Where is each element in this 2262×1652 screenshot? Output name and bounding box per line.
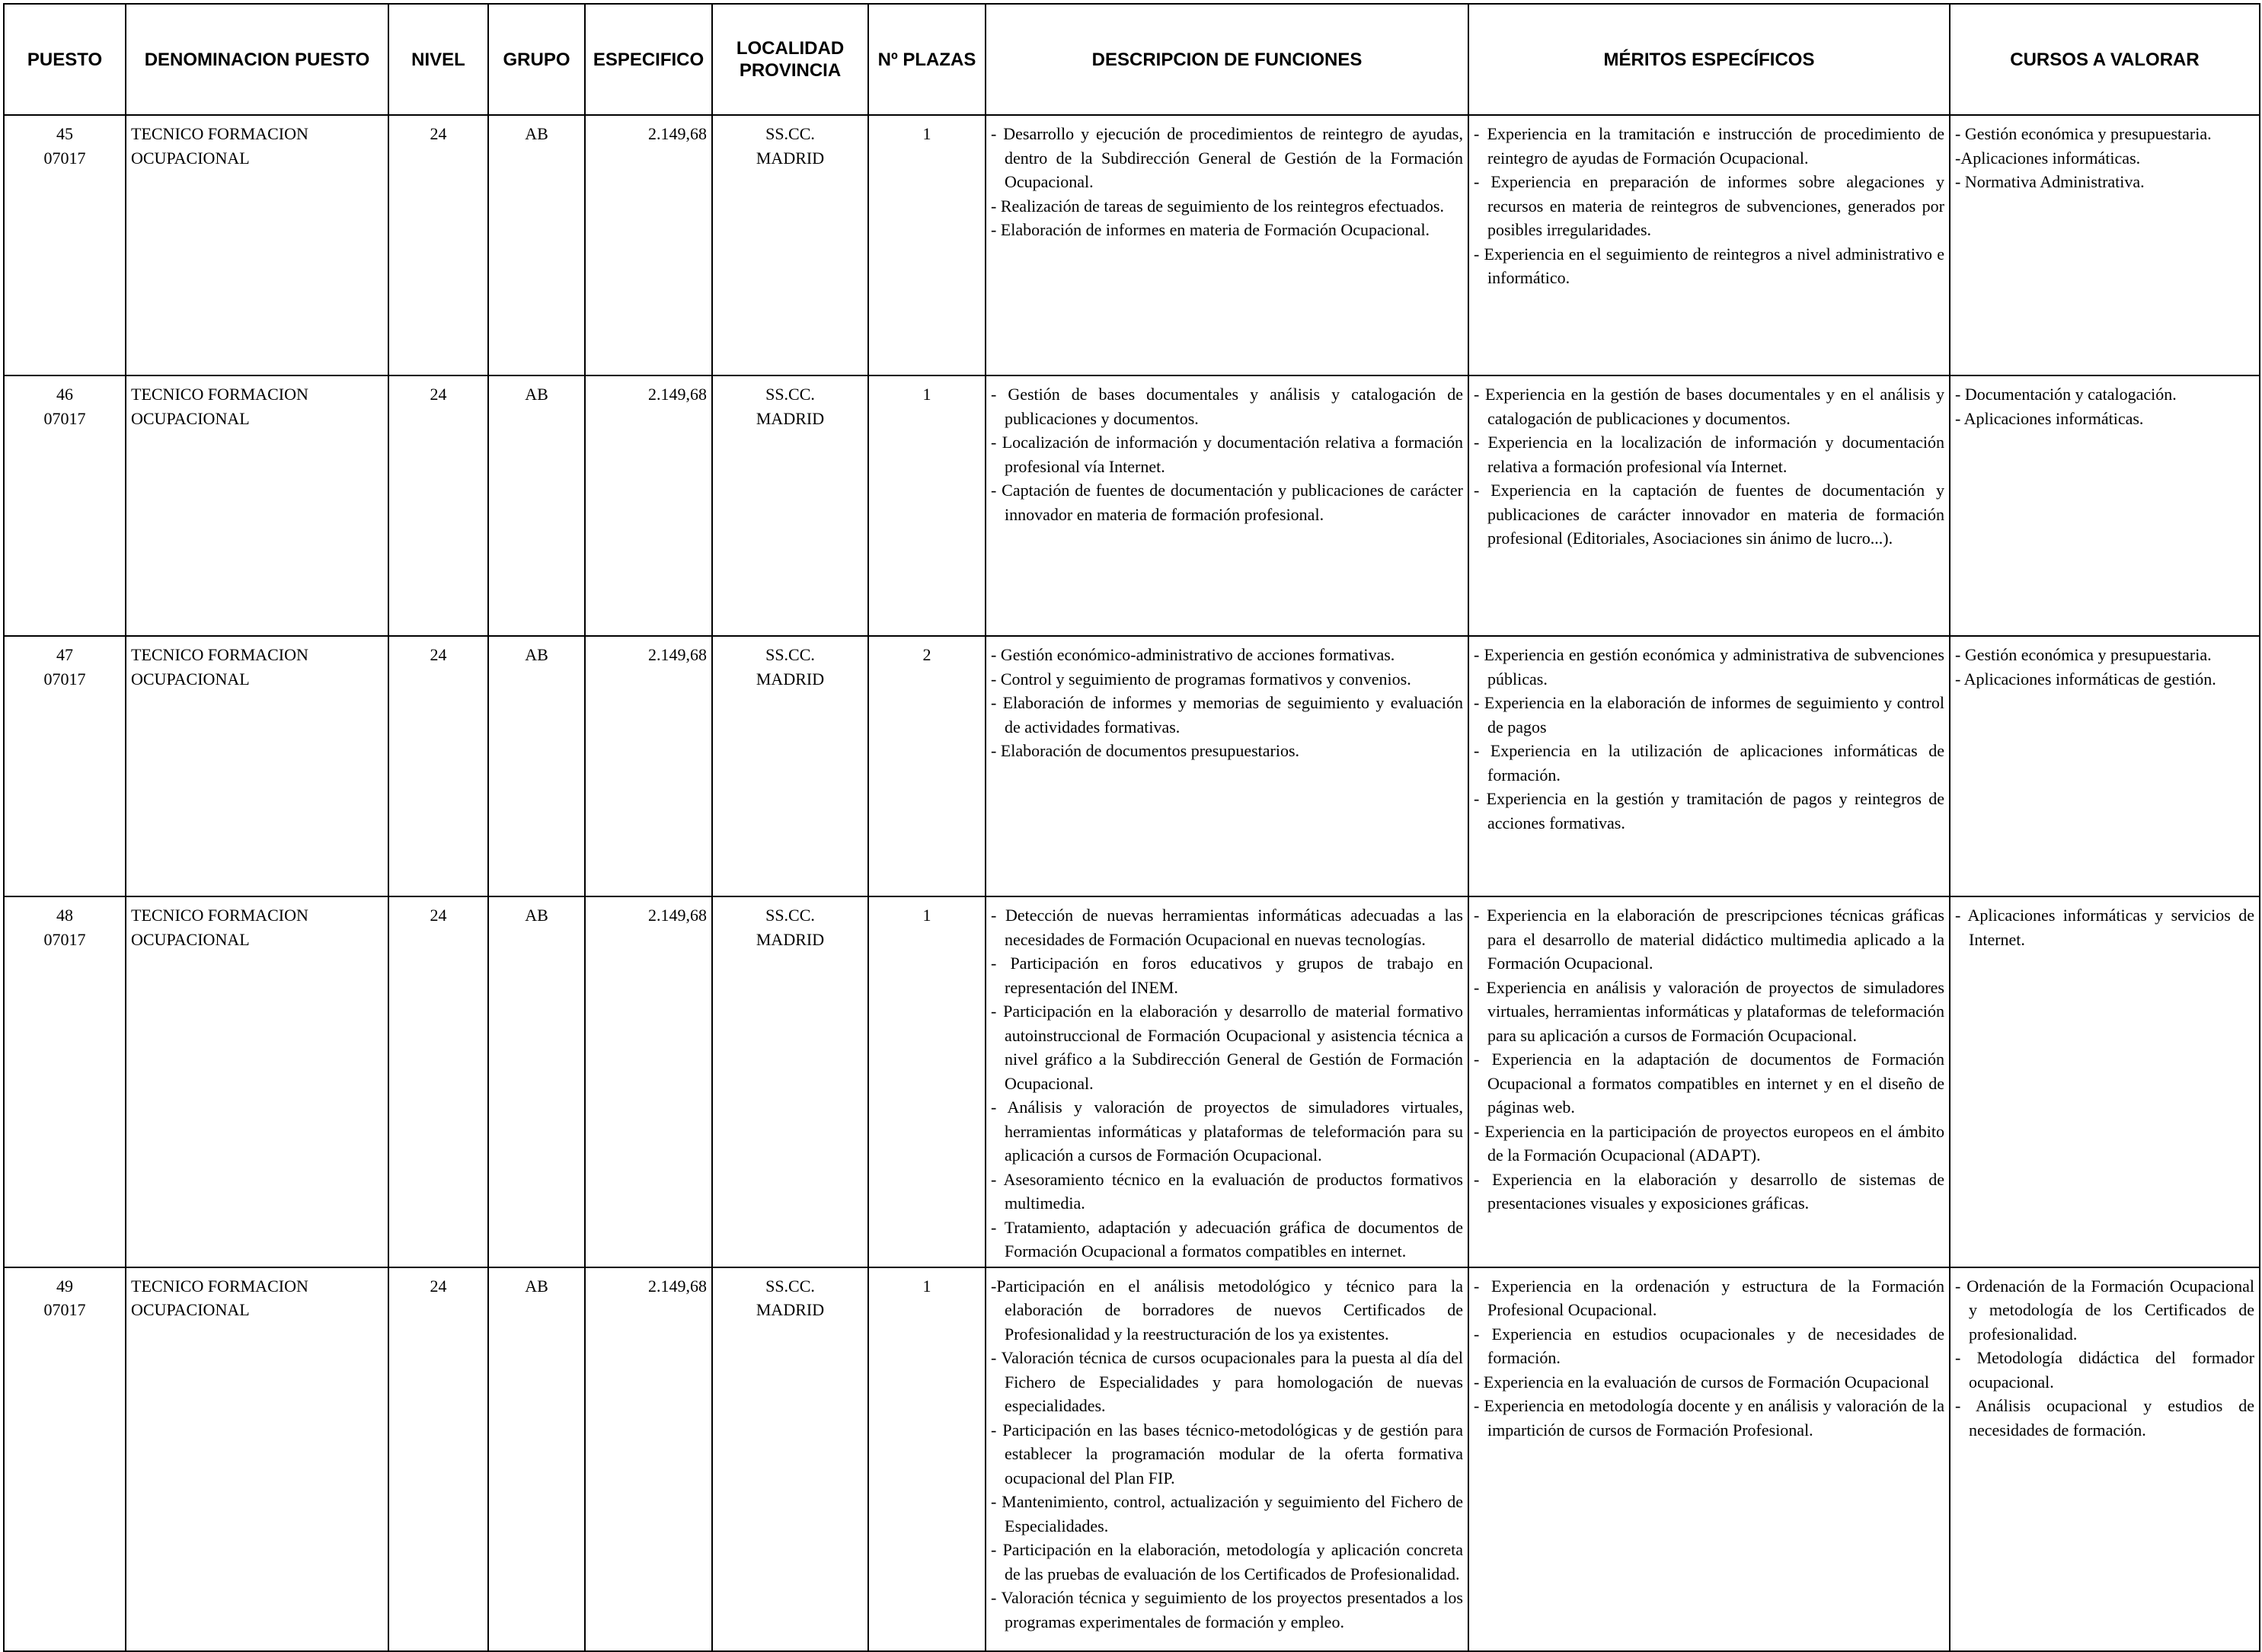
meritos-item: - Experiencia en la gestión y tramitación de pagos y reintegros de acciones formativas. [1474, 789, 1944, 832]
funciones-list [991, 643, 1463, 763]
grupo-cell: AB [488, 636, 585, 896]
funciones-item: - Elaboración de informes y memorias de seguimiento y evaluación de actividades formativas. [991, 693, 1463, 737]
cursos-cell [1950, 1267, 2260, 1651]
funciones-cell [986, 115, 1468, 375]
funciones-item: - Localización de información y documentación relativa a formación profesional vía Internet. [991, 433, 1463, 476]
funciones-item: - Elaboración de documentos presupuestarios. [991, 741, 1300, 760]
meritos-item: - Experiencia en metodología docente y en análisis y valoración de la impartición de cursos de Formación Profesional. [1474, 1396, 1944, 1440]
table-row [4, 636, 2260, 896]
table-row [4, 115, 2260, 375]
funciones-item: - Análisis y valoración de proyectos de simuladores virtuales, herramientas informáticas y plataformas de teleformación para su aplicación a cursos de Formación Ocupacional. [991, 1098, 1463, 1165]
header-meritos: MÉRITOS ESPECÍFICOS [1468, 4, 1950, 115]
puesto-cell [4, 115, 126, 375]
meritos-item: - Experiencia en la gestión de bases documentales y en el análisis y catalogación de publicaciones y documentos. [1474, 385, 1944, 428]
cursos-item: -Aplicaciones informáticas. [1955, 148, 2141, 168]
funciones-cell [986, 896, 1468, 1267]
meritos-cell [1468, 115, 1950, 375]
puesto-number: 48 [56, 906, 73, 925]
puesto-cell [4, 896, 126, 1267]
header-plazas: Nº PLAZAS [868, 4, 986, 115]
localidad-cell [712, 1267, 868, 1651]
denominacion-cell: TECNICO FORMACION OCUPACIONAL [126, 1267, 388, 1651]
header-especifico: ESPECIFICO [585, 4, 712, 115]
nivel-cell: 24 [388, 1267, 488, 1651]
header-denominacion: DENOMINACION PUESTO [126, 4, 388, 115]
meritos-item: - Experiencia en análisis y valoración de proyectos de simuladores virtuales, herramientas informáticas y plataformas de teleformación para su aplicación a cursos de Formación Ocupacional. [1474, 977, 1944, 1045]
meritos-list [1474, 122, 1944, 290]
funciones-item: - Participación en las bases técnico-metodológicas y de gestión para establecer la programación modular de la oferta formativa ocupacional del Plan FIP. [991, 1420, 1463, 1487]
localidad-cell [712, 896, 868, 1267]
grupo-cell: AB [488, 1267, 585, 1651]
cursos-item: - Ordenación de la Formación Ocupacional y metodología de los Certificados de profesionalidad. [1955, 1276, 2254, 1344]
meritos-list [1474, 382, 1944, 551]
cursos-item: - Documentación y catalogación. [1955, 385, 2177, 404]
nivel-cell: 24 [388, 896, 488, 1267]
meritos-item: - Experiencia en la elaboración y desarrollo de sistemas de presentaciones visuales y exposiciones gráficas. [1474, 1169, 1944, 1213]
funciones-item: - Elaboración de informes en materia de Formación Ocupacional. [991, 220, 1430, 239]
plazas-cell: 1 [868, 375, 986, 636]
funciones-item: - Gestión de bases documentales y análisis y catalogación de publicaciones y documentos. [991, 385, 1463, 428]
funciones-item: - Valoración técnica de cursos ocupacionales para la puesta al día del Fichero de Especialidades y para homologación de nuevas especialidades. [991, 1348, 1463, 1415]
puesto-number: 45 [56, 124, 73, 143]
puesto-code: 07017 [43, 929, 86, 949]
funciones-item: - Tratamiento, adaptación y adecuación gráfica de documentos de Formación Ocupacional a formatos compatibles en internet. [991, 1217, 1463, 1261]
table-body [4, 115, 2260, 1651]
localidad-cell [712, 636, 868, 896]
funciones-list [991, 903, 1463, 1264]
plazas-cell: 1 [868, 115, 986, 375]
puesto-code: 07017 [43, 1300, 86, 1319]
puesto-number: 49 [56, 1276, 73, 1296]
plazas-cell: 1 [868, 896, 986, 1267]
puesto-cell [4, 375, 126, 636]
meritos-list [1474, 1274, 1944, 1443]
header-funciones: DESCRIPCION DE FUNCIONES [986, 4, 1468, 115]
meritos-list [1474, 643, 1944, 835]
funciones-item: - Participación en foros educativos y grupos de trabajo en representación del INEM. [991, 954, 1463, 997]
funciones-cell [986, 636, 1468, 896]
meritos-item: - Experiencia en la tramitación e instrucción de procedimiento de reintegro de ayudas de Formación Ocupacional. [1474, 124, 1944, 168]
nivel-cell: 24 [388, 115, 488, 375]
cursos-list [1955, 122, 2254, 194]
header-row [4, 4, 2260, 115]
especifico-cell: 2.149,68 [585, 115, 712, 375]
meritos-item: - Experiencia en preparación de informes sobre alegaciones y recursos en materia de reintegros de subvenciones, generados por posibles irregularidades. [1474, 172, 1944, 239]
funciones-item: - Participación en la elaboración, metodología y aplicación concreta de las pruebas de evaluación de los Certificados de Profesionalidad. [991, 1540, 1463, 1583]
cursos-list [1955, 643, 2254, 691]
funciones-item: - Control y seguimiento de programas formativos y convenios. [991, 669, 1411, 689]
provincia-text: MADRID [756, 1300, 825, 1319]
provincia-text: MADRID [756, 148, 825, 168]
meritos-cell [1468, 375, 1950, 636]
puesto-code: 07017 [43, 408, 86, 428]
meritos-item: - Experiencia en la utilización de aplicaciones informáticas de formación. [1474, 741, 1944, 784]
nivel-cell: 24 [388, 636, 488, 896]
header-cursos: CURSOS A VALORAR [1950, 4, 2260, 115]
funciones-item: - Captación de fuentes de documentación y publicaciones de carácter innovador en materia de formación profesional. [991, 481, 1463, 524]
meritos-item: - Experiencia en la adaptación de documentos de Formación Ocupacional a formatos compatibles en internet y en el diseño de páginas web. [1474, 1050, 1944, 1117]
cursos-item: - Aplicaciones informáticas de gestión. [1955, 669, 2216, 689]
especifico-cell: 2.149,68 [585, 636, 712, 896]
funciones-item: - Mantenimiento, control, actualización y seguimiento del Fichero de Especialidades. [991, 1492, 1463, 1535]
meritos-item: - Experiencia en la elaboración de informes de seguimiento y control de pagos [1474, 693, 1944, 737]
puesto-cell [4, 1267, 126, 1651]
provincia-text: MADRID [756, 669, 825, 689]
meritos-item: - Experiencia en la captación de fuentes de documentación y publicaciones de carácter innovador en materia de formación profesional (Editoriales, Asociaciones sin ánimo de lucro...). [1474, 481, 1944, 548]
meritos-cell [1468, 636, 1950, 896]
meritos-item: - Experiencia en la participación de proyectos europeos en el ámbito de la Formación Ocupacional (ADAPT). [1474, 1121, 1944, 1165]
plazas-cell: 1 [868, 1267, 986, 1651]
table-row [4, 375, 2260, 636]
meritos-item: - Experiencia en el seguimiento de reintegros a nivel administrativo e informático. [1474, 244, 1944, 287]
especifico-cell: 2.149,68 [585, 1267, 712, 1651]
meritos-item: - Experiencia en la evaluación de cursos de Formación Ocupacional [1474, 1372, 1930, 1392]
denominacion-cell: TECNICO FORMACION OCUPACIONAL [126, 375, 388, 636]
puesto-number: 47 [56, 645, 73, 664]
puesto-code: 07017 [43, 148, 86, 168]
header-puesto: PUESTO [4, 4, 126, 115]
puesto-cell [4, 636, 126, 896]
header-grupo: GRUPO [488, 4, 585, 115]
cursos-item: - Gestión económica y presupuestaria. [1955, 124, 2212, 143]
cursos-item: - Metodología didáctica del formador ocupacional. [1955, 1348, 2254, 1392]
meritos-item: - Experiencia en la elaboración de prescripciones técnicas gráficas para el desarrollo de material didáctico multimedia aplicado a la Formación Ocupacional. [1474, 906, 1944, 973]
denominacion-cell: TECNICO FORMACION OCUPACIONAL [126, 636, 388, 896]
grupo-cell: AB [488, 896, 585, 1267]
denominacion-cell: TECNICO FORMACION OCUPACIONAL [126, 896, 388, 1267]
funciones-cell [986, 1267, 1468, 1651]
cursos-item: - Aplicaciones informáticas. [1955, 408, 2144, 428]
funciones-item: - Detección de nuevas herramientas informáticas adecuadas a las necesidades de Formación Ocupacional en nuevas tecnologías. [991, 906, 1463, 949]
funciones-item: - Realización de tareas de seguimiento de los reintegros efectuados. [991, 196, 1444, 216]
funciones-item: - Valoración técnica y seguimiento de los proyectos presentados a los programas experimentales de formación y empleo. [991, 1588, 1463, 1631]
localidad-cell [712, 115, 868, 375]
meritos-item: - Experiencia en la ordenación y estructura de la Formación Profesional Ocupacional. [1474, 1276, 1944, 1319]
funciones-cell [986, 375, 1468, 636]
funciones-list [991, 1274, 1463, 1634]
funciones-item: - Gestión económico-administrativo de acciones formativas. [991, 645, 1395, 664]
meritos-item: - Experiencia en estudios ocupacionales y de necesidades de formación. [1474, 1324, 1944, 1367]
nivel-cell: 24 [388, 375, 488, 636]
meritos-cell [1468, 1267, 1950, 1651]
funciones-item: - Asesoramiento técnico en la evaluación de productos formativos multimedia. [991, 1169, 1463, 1213]
localidad-text: SS.CC. [765, 1276, 815, 1296]
provincia-text: MADRID [756, 929, 825, 949]
localidad-text: SS.CC. [765, 906, 815, 925]
localidad-text: SS.CC. [765, 385, 815, 404]
meritos-cell [1468, 896, 1950, 1267]
header-nivel: NIVEL [388, 4, 488, 115]
funciones-item: - Participación en la elaboración y desarrollo de material formativo autoinstruccional de Formación Ocupacional y asistencia técnica a nivel gráfico a la Subdirección General de Gestión de Formación Ocupacional. [991, 1002, 1463, 1093]
localidad-text: SS.CC. [765, 645, 815, 664]
plazas-cell: 2 [868, 636, 986, 896]
cursos-cell [1950, 375, 2260, 636]
header-localidad: LOCALIDAD PROVINCIA [712, 4, 868, 115]
denominacion-cell: TECNICO FORMACION OCUPACIONAL [126, 115, 388, 375]
grupo-cell: AB [488, 375, 585, 636]
cursos-list [1955, 1274, 2254, 1443]
cursos-item: - Aplicaciones informáticas y servicios de Internet. [1955, 906, 2254, 949]
funciones-list [991, 122, 1463, 242]
meritos-item: - Experiencia en la localización de información y documentación relativa a formación profesional vía Internet. [1474, 433, 1944, 476]
puesto-code: 07017 [43, 669, 86, 689]
puesto-number: 46 [56, 385, 73, 404]
especifico-cell: 2.149,68 [585, 896, 712, 1267]
cursos-cell [1950, 115, 2260, 375]
cursos-item: - Gestión económica y presupuestaria. [1955, 645, 2212, 664]
funciones-item: -Participación en el análisis metodológico y técnico para la elaboración de borradores de nuevos Certificados de Profesionalidad y la reestructuración de los ya existentes. [991, 1276, 1463, 1344]
meritos-list [1474, 903, 1944, 1216]
cursos-cell [1950, 636, 2260, 896]
cursos-list [1955, 903, 2254, 951]
especifico-cell: 2.149,68 [585, 375, 712, 636]
table-row [4, 1267, 2260, 1651]
provincia-text: MADRID [756, 408, 825, 428]
localidad-cell [712, 375, 868, 636]
localidad-text: SS.CC. [765, 124, 815, 143]
funciones-item: - Desarrollo y ejecución de procedimientos de reintegro de ayudas, dentro de la Subdirección General de Gestión de la Formación Ocupacional. [991, 124, 1463, 191]
vacancies-table [3, 3, 2260, 1652]
table-row [4, 896, 2260, 1267]
grupo-cell: AB [488, 115, 585, 375]
cursos-cell [1950, 896, 2260, 1267]
funciones-list [991, 382, 1463, 526]
meritos-item: - Experiencia en gestión económica y administrativa de subvenciones públicas. [1474, 645, 1944, 689]
cursos-item: - Análisis ocupacional y estudios de necesidades de formación. [1955, 1396, 2254, 1440]
cursos-item: - Normativa Administrativa. [1955, 172, 2145, 191]
cursos-list [1955, 382, 2254, 430]
